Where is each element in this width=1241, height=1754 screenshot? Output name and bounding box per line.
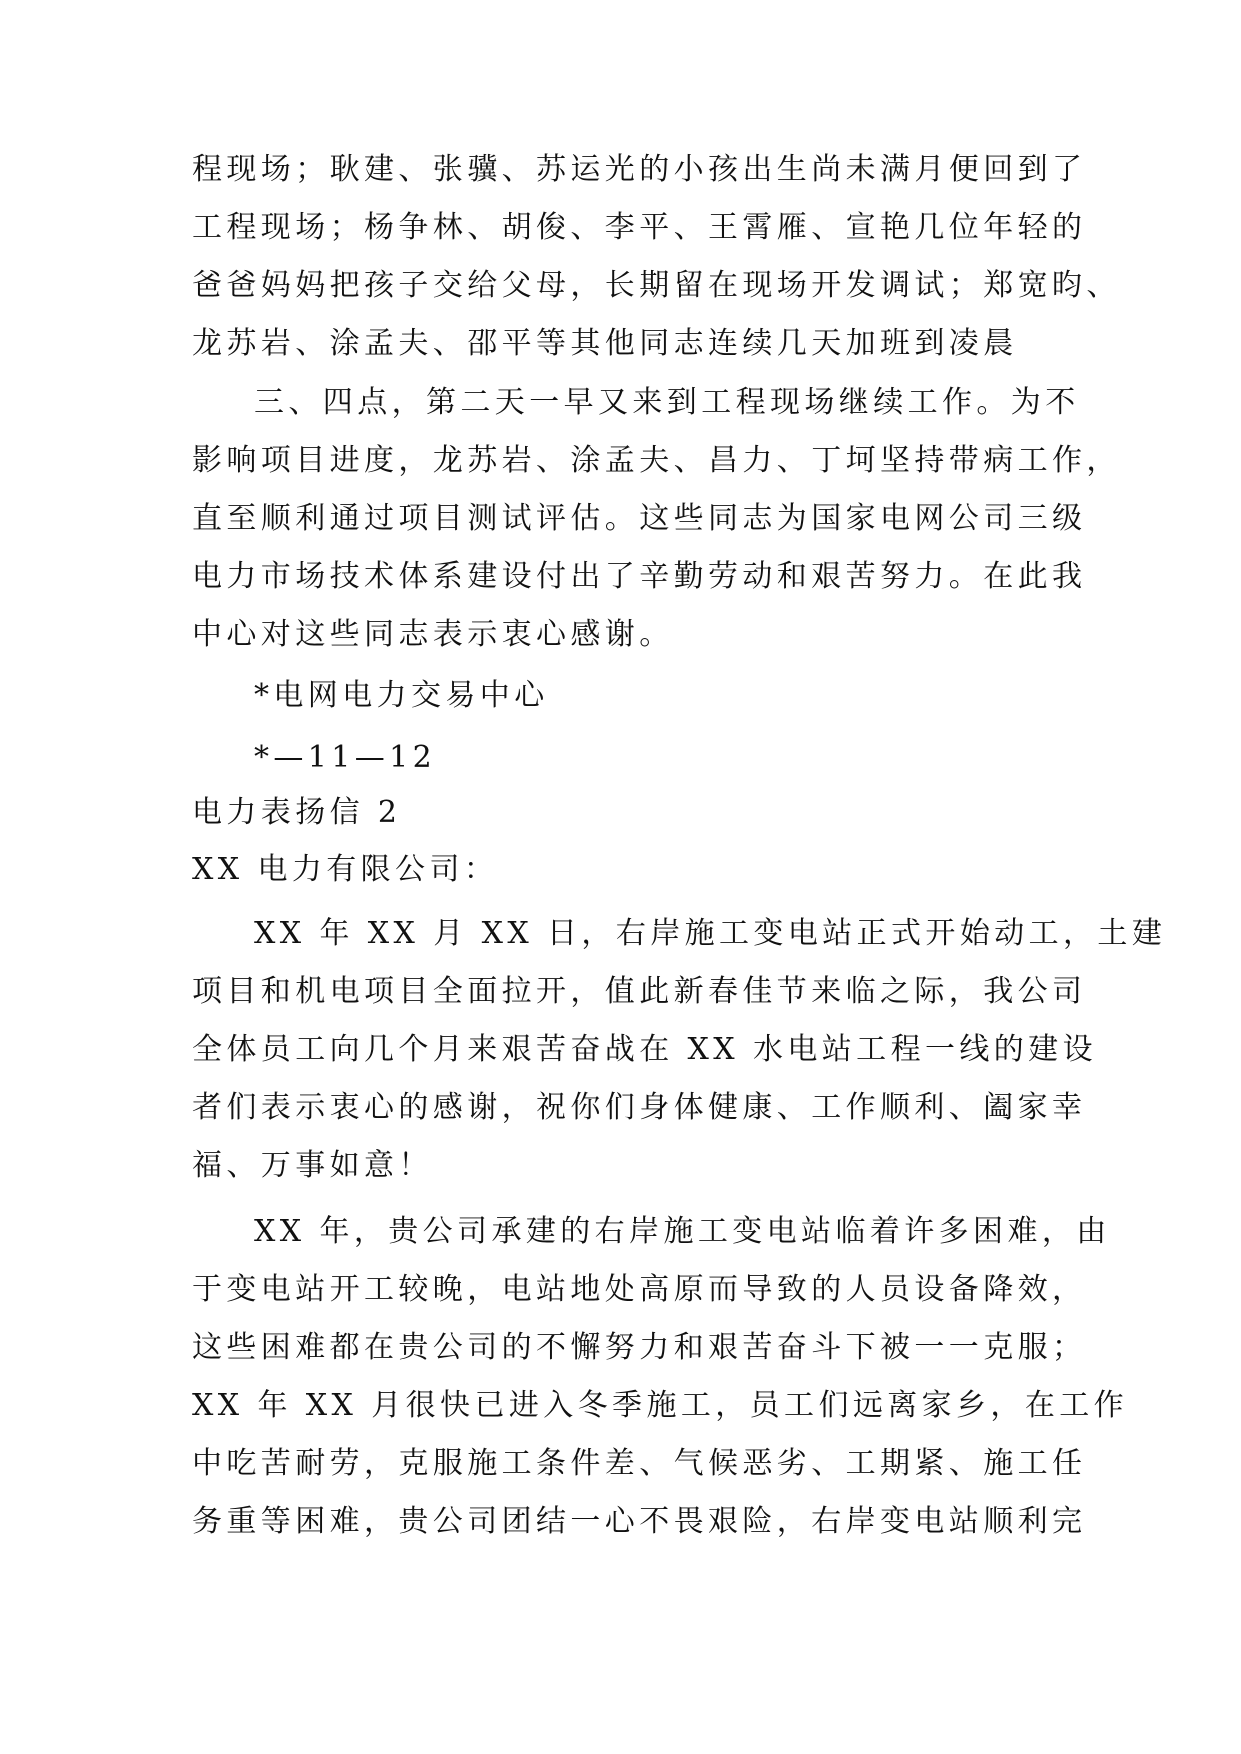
- signature-date: *—11—12: [254, 740, 437, 775]
- text-line: 爸爸妈妈把孩子交给父母，长期留在现场开发调试；郑宽昀、: [192, 268, 1121, 303]
- text-line: 影响项目进度，龙苏岩、涂孟夫、昌力、丁坷坚持带病工作，: [192, 443, 1121, 478]
- text-line: 全体员工向几个月来艰苦奋战在 XX 水电站工程一线的建设: [192, 1032, 1097, 1067]
- text-line: 程现场；耿建、张骥、苏运光的小孩出生尚未满月便回到了: [192, 152, 1087, 187]
- text-line: 项目和机电项目全面拉开，值此新春佳节来临之际，我公司: [192, 974, 1087, 1009]
- text-line: 者们表示衷心的感谢，祝你们身体健康、工作顺利、阖家幸: [192, 1090, 1087, 1125]
- text-line: XX 年 XX 月 XX 日，右岸施工变电站正式开始动工，土建: [254, 916, 1167, 951]
- text-line: XX 年，贵公司承建的右岸施工变电站临着许多困难，由: [254, 1214, 1111, 1249]
- text-line: 工程现场；杨争林、胡俊、李平、王霄雁、宣艳几位年轻的: [192, 210, 1087, 245]
- salutation: XX 电力有限公司：: [192, 852, 499, 887]
- text-line: XX 年 XX 月很快已进入冬季施工，员工们远离家乡，在工作: [192, 1388, 1129, 1423]
- text-line: 中吃苦耐劳，克服施工条件差、气候恶劣、工期紧、施工任: [192, 1446, 1087, 1481]
- text-line: 福、万事如意！: [192, 1148, 433, 1183]
- signature-organization: *电网电力交易中心: [254, 678, 549, 713]
- text-line: 电力市场技术体系建设付出了辛勤劳动和艰苦努力。在此我: [192, 559, 1087, 594]
- text-line: 直至顺利通过项目测试评估。这些同志为国家电网公司三级: [192, 501, 1087, 536]
- text-line: 三、四点，第二天一早又来到工程现场继续工作。为不: [254, 385, 1080, 420]
- section-title: 电力表扬信 2: [192, 795, 402, 830]
- text-line: 这些困难都在贵公司的不懈努力和艰苦奋斗下被一一克服；: [192, 1330, 1087, 1365]
- text-line: 龙苏岩、涂孟夫、邵平等其他同志连续几天加班到凌晨: [192, 326, 1018, 361]
- text-line: 于变电站开工较晚，电站地处高原而导致的人员设备降效，: [192, 1272, 1087, 1307]
- text-line: 务重等困难，贵公司团结一心不畏艰险，右岸变电站顺利完: [192, 1504, 1087, 1539]
- text-line: 中心对这些同志表示衷心感谢。: [192, 617, 674, 652]
